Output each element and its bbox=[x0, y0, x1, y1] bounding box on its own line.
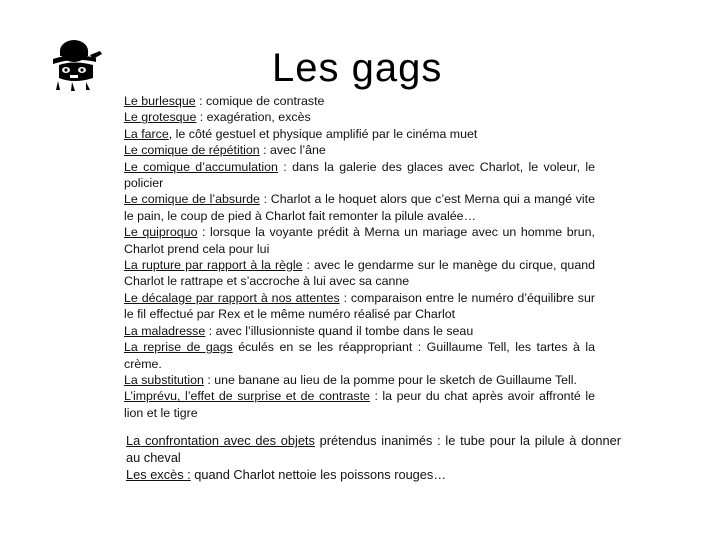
description: : exagération, excès bbox=[196, 110, 311, 125]
description: : lorsque la voyante prédit à Merna un mariage avec un homme brun, Charlot prend cela pour lui bbox=[124, 225, 595, 256]
list-item bbox=[124, 142, 595, 158]
list-item bbox=[124, 126, 595, 142]
term: Le comique d’accumulation bbox=[124, 159, 278, 174]
list-item bbox=[126, 466, 621, 483]
term: Le décalage par rapport à nos attentes bbox=[124, 290, 340, 305]
term: La rupture par rapport à la règle bbox=[124, 258, 303, 273]
term: La reprise de gags bbox=[124, 340, 233, 355]
term: Le quiproquo bbox=[124, 225, 198, 240]
term: La maladresse bbox=[124, 323, 206, 338]
description: : comique de contraste bbox=[195, 94, 325, 108]
term: La farce bbox=[124, 126, 169, 141]
description: : dans la galerie des glaces avec Charlot, le voleur, le policier bbox=[124, 159, 595, 191]
description: : Charlot a le hoquet alors que c’est Merna qui a mangé vite le pain, le coup de pied à Charlot fait remonter la pilule avalée… bbox=[124, 192, 595, 223]
term: La confrontation avec des objets bbox=[126, 433, 315, 448]
list-item bbox=[124, 372, 595, 388]
term: Les excès : bbox=[126, 467, 191, 482]
description: éculés en se les réappropriant : Guillaume Tell, les tartes à la crème. bbox=[124, 340, 595, 371]
list-item bbox=[124, 290, 595, 323]
description: : avec l’âne bbox=[259, 143, 326, 158]
gag-list bbox=[124, 93, 595, 421]
term: La substitution bbox=[124, 372, 204, 387]
description: quand Charlot nettoie les poissons rouges… bbox=[190, 467, 447, 482]
extra-gag-list bbox=[126, 432, 621, 483]
list-item bbox=[124, 109, 595, 125]
description: prétendus inanimés : le tube pour la pilule à donner au cheval bbox=[126, 433, 621, 465]
list-item bbox=[124, 339, 595, 372]
term: Le grotesque bbox=[124, 110, 197, 125]
description: , le côté gestuel et physique amplifié par le cinéma muet bbox=[168, 126, 478, 141]
term: Le burlesque bbox=[124, 94, 196, 108]
list-item bbox=[124, 159, 595, 192]
term: Le comique de répétition bbox=[124, 143, 260, 158]
term: Le comique de l’absurde bbox=[124, 192, 260, 207]
list-item bbox=[124, 93, 595, 109]
list-item bbox=[124, 224, 595, 257]
description: : la peur du chat après avoir affronté le lion et le tigre bbox=[124, 389, 595, 420]
list-item bbox=[124, 323, 595, 339]
list-item bbox=[124, 388, 595, 421]
list-item bbox=[124, 191, 595, 224]
description: : avec l’illusionniste quand il tombe dans le seau bbox=[205, 323, 474, 338]
description: : avec le gendarme sur le manège du cirque, quand Charlot le rattrape et s’accroche à lui avec sa canne bbox=[124, 258, 595, 289]
list-item bbox=[124, 257, 595, 290]
page-title: Les gags bbox=[272, 46, 443, 90]
charlot-bowler-hat-icon bbox=[50, 34, 106, 92]
description: : une banane au lieu de la pomme pour le sketch de Guillaume Tell. bbox=[203, 372, 578, 387]
term: L’imprévu, l’effet de surprise et de contraste bbox=[124, 389, 370, 404]
list-item bbox=[126, 432, 621, 466]
description: : comparaison entre le numéro d’équilibre sur le fil effectué par Rex et le même numéro réalisé par Charlot bbox=[124, 290, 595, 322]
